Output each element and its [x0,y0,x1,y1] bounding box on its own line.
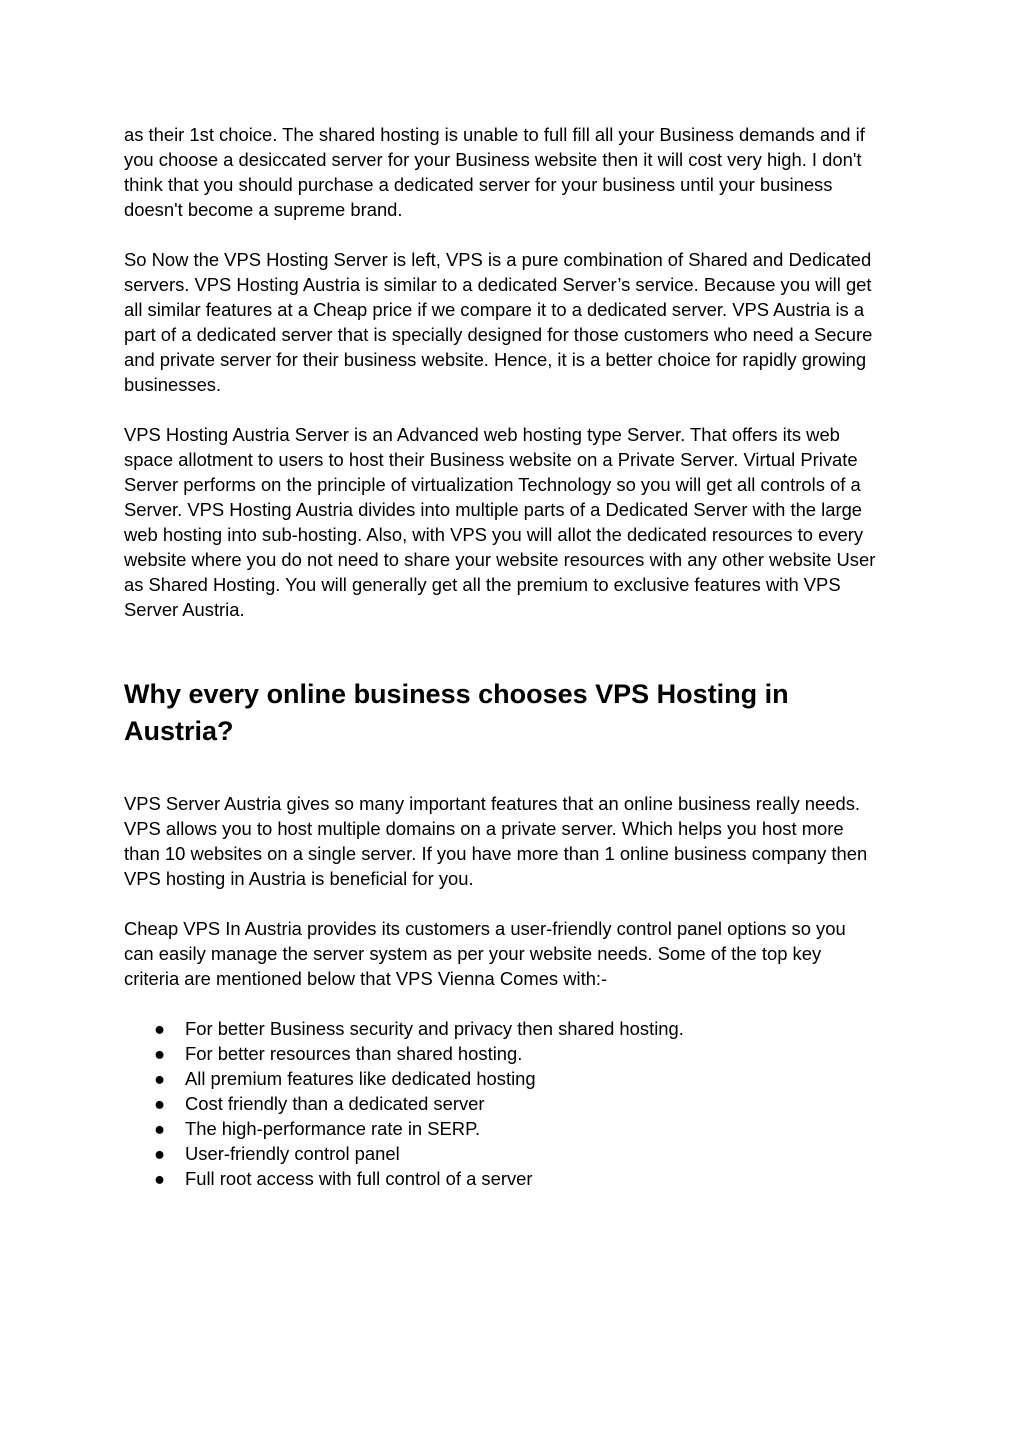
list-item-text: For better resources than shared hosting. [185,1043,523,1064]
list-item [124,1016,904,1041]
text-line: space allotment to users to host their Business website on a Private Server. Virtual Private [124,449,858,470]
list-item [124,1066,904,1091]
paragraph-vps-combination [124,247,904,397]
paragraph-control-panel [124,916,904,991]
list-item [124,1041,904,1066]
bullet-icon: ● [154,1018,166,1039]
text-line: website where you do not need to share your website resources with any other website User [124,549,876,570]
text-line: as their 1st choice. The shared hosting is unable to full fill all your Business demands and if [124,124,865,145]
text-line: all similar features at a Cheap price if we compare it to a dedicated server. VPS Austria is a [124,299,865,320]
paragraph-vps-features [124,791,904,891]
text-line: as Shared Hosting. You will generally get all the premium to exclusive features with VPS [124,574,841,595]
text-line: Cheap VPS In Austria provides its customers a user-friendly control panel options so you [124,918,846,939]
paragraph-spacer [124,991,904,1016]
list-item-text: The high-performance rate in SERP. [185,1118,481,1139]
paragraph-shared-hosting [124,122,904,222]
list-item-text: Cost friendly than a dedicated server [185,1093,485,1114]
text-line: doesn't become a supreme brand. [124,199,403,220]
text-line: servers. VPS Hosting Austria is similar to a dedicated Server’s service. Because you will get [124,274,872,295]
bullet-icon: ● [154,1118,166,1139]
bullet-icon: ● [154,1168,166,1189]
list-item-text: For better Business security and privacy then shared hosting. [185,1018,684,1039]
list-item-text: Full root access with full control of a server [185,1168,533,1189]
list-item-text: All premium features like dedicated hosting [185,1068,536,1089]
text-line: VPS Server Austria gives so many important features that an online business really needs. [124,793,861,814]
text-line: VPS hosting in Austria is beneficial for you. [124,868,474,889]
heading-line: Austria? [124,716,234,746]
text-line: VPS Hosting Austria Server is an Advanced web hosting type Server. That offers its web [124,424,840,445]
text-line: criteria are mentioned below that VPS Vienna Comes with:- [124,968,608,989]
bullet-icon: ● [154,1093,166,1114]
text-line: Server performs on the principle of virtualization Technology so you will get all controls of a [124,474,861,495]
section-spacer [124,622,904,676]
list-item [124,1166,904,1191]
list-item [124,1116,904,1141]
paragraph-spacer [124,891,904,916]
text-line: businesses. [124,374,222,395]
text-line: So Now the VPS Hosting Server is left, VPS is a pure combination of Shared and Dedicated [124,249,872,270]
feature-list [124,1016,904,1191]
document-page [124,122,904,1191]
text-line: and private server for their business website. Hence, it is a better choice for rapidly growing [124,349,867,370]
text-line: part of a dedicated server that is specially designed for those customers who need a Secure [124,324,873,345]
text-line: than 10 websites on a single server. If you have more than 1 online business company then [124,843,868,864]
paragraph-spacer [124,397,904,422]
list-item-text: User-friendly control panel [185,1143,400,1164]
paragraph-spacer [124,222,904,247]
text-line: web hosting into sub-hosting. Also, with VPS you will allot the dedicated resources to every [124,524,864,545]
section-spacer [124,750,904,791]
list-item [124,1141,904,1166]
text-line: think that you should purchase a dedicated server for your business until your business [124,174,833,195]
list-item [124,1091,904,1116]
text-line: you choose a desiccated server for your Business website then it will cost very high. I don't [124,149,862,170]
section-heading [124,676,904,750]
text-line: Server Austria. [124,599,245,620]
bullet-icon: ● [154,1068,166,1089]
text-line: Server. VPS Hosting Austria divides into multiple parts of a Dedicated Server with the large [124,499,863,520]
paragraph-vps-advanced [124,422,904,622]
bullet-icon: ● [154,1043,166,1064]
text-line: VPS allows you to host multiple domains on a private server. Which helps you host more [124,818,844,839]
text-line: can easily manage the server system as per your website needs. Some of the top key [124,943,822,964]
bullet-icon: ● [154,1143,166,1164]
heading-line: Why every online business chooses VPS Hosting in [124,679,789,709]
